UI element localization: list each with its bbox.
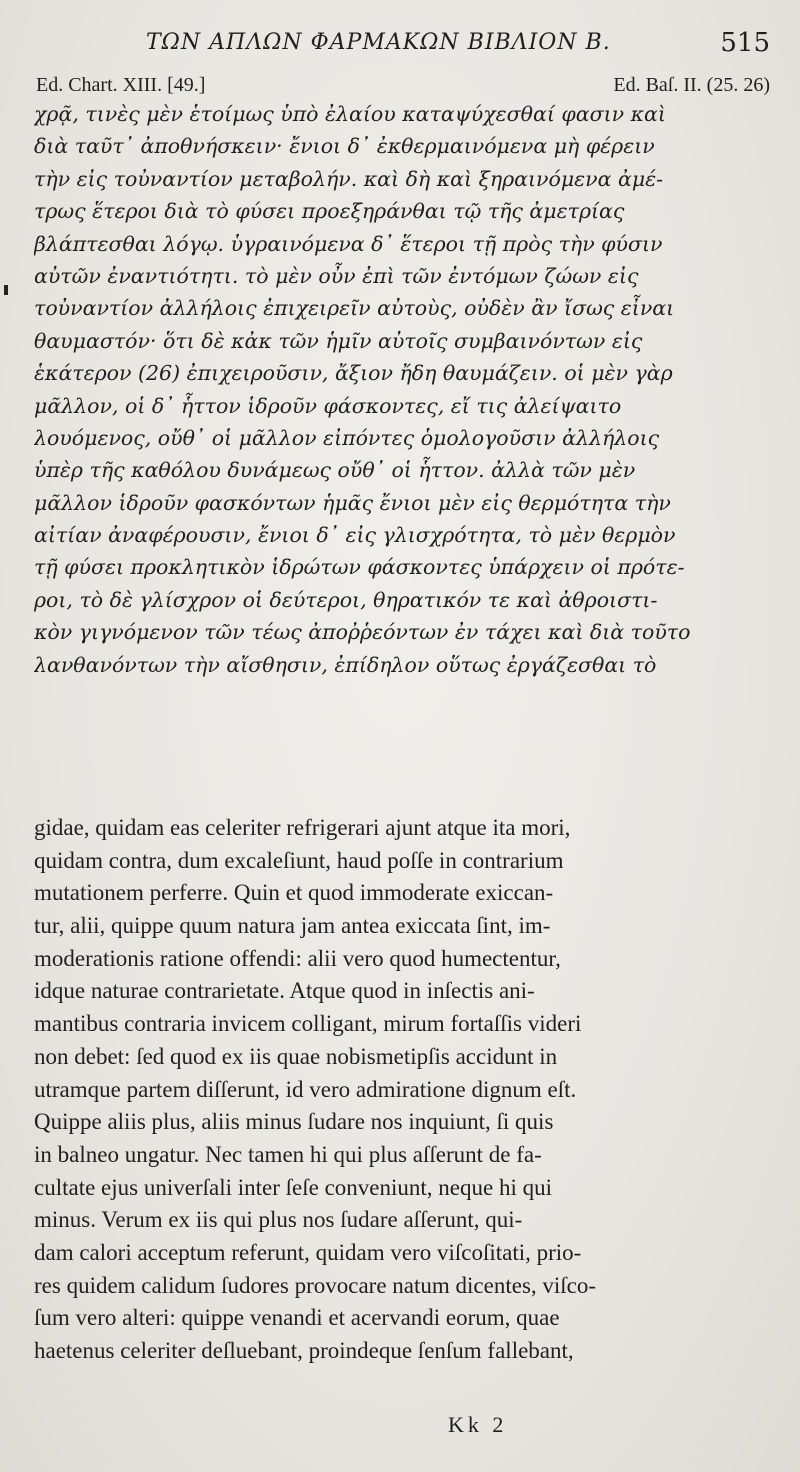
greek-text-block bbox=[34, 98, 769, 681]
latin-text-block bbox=[34, 812, 769, 1368]
greek-line: χρᾷ, τινὲς μὲν ἑτοίμως ὑπὸ ἐλαίου καταψύχεσθαί φασιν καὶ bbox=[34, 102, 666, 126]
greek-line: αὐτῶν ἐναντιότητι. τὸ μὲν οὖν ἐπὶ τῶν ἐντόμων ζώων εἰς bbox=[34, 263, 639, 288]
margin-mark bbox=[4, 285, 8, 295]
greek-line: ροι, τὸ δὲ γλίσχρον οἱ δεύτεροι, θηρατικόν τε καὶ ἀθροιστι- bbox=[34, 587, 658, 612]
latin-line: tur, alii, quippe quum natura jam antea exiccata ſint, im- bbox=[34, 913, 551, 939]
edition-basel: Ed. Baſ. II. (25. 26) bbox=[613, 74, 770, 96]
greek-line: θαυμαστόν· ὅτι δὲ κἀκ τῶν ἡμῖν αὐτοῖς συμβαινόντων εἰς bbox=[34, 328, 643, 353]
latin-line: quidam contra, dum excaleſiunt, haud poſſe in contrarium bbox=[34, 847, 564, 873]
latin-line: haetenus celeriter deſluebant, proindeque ſenſum fallebant, bbox=[34, 1338, 574, 1363]
page-number: 515 bbox=[720, 28, 770, 58]
edition-chartier: Ed. Chart. XIII. [49.] bbox=[36, 74, 206, 96]
latin-line: utramque partem diſſerunt, id vero admiratione dignum eſt. bbox=[34, 1076, 577, 1102]
greek-line: μᾶλλον, οἱ δ᾽ ἧττον ἱδροῦν φάσκοντες, εἴ τις ἀλείψαιτο bbox=[34, 393, 622, 418]
greek-line: κὸν γιγνόμενον τῶν τέως ἀποῤῥεόντων ἐν τάχει καὶ διὰ τοῦτο bbox=[34, 620, 691, 645]
greek-line: λουόμενος, οὔθ᾽ οἱ μᾶλλον εἰπόντες ὁμολογοῦσιν ἀλλήλοις bbox=[34, 425, 660, 450]
latin-line: non debet: ſed quod ex iis quae nobismetipſis accidunt in bbox=[34, 1043, 558, 1069]
latin-line: mantibus contraria invicem colligant, mirum fortaſſis videri bbox=[34, 1011, 582, 1037]
latin-line: moderationis ratione offendi: alii vero quod humectentur, bbox=[34, 945, 561, 971]
greek-line: ὑπὲρ τῆς καθόλου δυνάμεως οὔθ᾽ οἱ ἧττον. ἀλλὰ τῶν μὲν bbox=[34, 458, 636, 483]
signature-mark: Kk 2 bbox=[448, 1412, 508, 1437]
running-head bbox=[36, 28, 770, 64]
greek-line: μᾶλλον ἱδροῦν φασκόντων ἡμᾶς ἔνιοι μὲν εἰς θερμότητα τὴν bbox=[34, 490, 671, 515]
greek-line: τρως ἕτεροι διὰ τὸ φύσει προεξηράνθαι τῷ τῆς ἀμετρίας bbox=[34, 199, 625, 224]
latin-line: minus. Verum ex iis qui plus nos ſudare aſſerunt, qui- bbox=[34, 1207, 523, 1233]
greek-line: ἑκάτερον (26) ἐπιχειροῦσιν, ἄξιον ἤδη θαυμάζειν. οἱ μὲν γὰρ bbox=[34, 361, 673, 386]
latin-line: gidae, quidam eas celeriter refrigerari ajunt atque ita mori, bbox=[34, 815, 571, 840]
greek-line: διὰ ταῦτ᾽ ἀποθνήσκειν· ἔνιοι δ᾽ ἐκθερμαινόμενα μὴ φέρειν bbox=[34, 134, 655, 159]
latin-line: in balneo ungatur. Nec tamen hi qui plus aſſerunt de fa- bbox=[34, 1141, 542, 1167]
greek-line: αἰτίαν ἀναφέρουσιν, ἔνιοι δ᾽ εἰς γλισχρότητα, τὸ μὲν θερμὸν bbox=[34, 523, 676, 548]
greek-line: τῇ φύσει προκλητικὸν ἱδρώτων φάσκοντες ὑπάρχειν οἱ πρότε- bbox=[34, 555, 685, 580]
greek-line: τὴν εἰς τοὐναντίον μεταβολήν. καὶ δὴ καὶ ξηραινόμενα ἀμέ- bbox=[34, 166, 664, 191]
greek-line: βλάπτεσθαι λόγῳ. ὑγραινόμενα δ᾽ ἕτεροι τῇ πρὸς τὴν φύσιν bbox=[34, 231, 663, 256]
latin-line: mutationem perferre. Quin et quod immoderate exiccan- bbox=[34, 880, 554, 906]
latin-line: ſum vero alteri: quippe venandi et acervandi eorum, quae bbox=[34, 1305, 560, 1331]
latin-line: cultate ejus univerſali inter ſeſe conveniunt, neque hi qui bbox=[34, 1174, 552, 1200]
greek-line: λανθανόντων τὴν αἴσθησιν, ἐπίδηλον οὕτως ἐργάζεσθαι τὸ bbox=[34, 652, 657, 677]
greek-line: τοὐναντίον ἀλλήλοις ἐπιχειρεῖν αὐτοὺς, οὐδὲν ἂν ἴσως εἶναι bbox=[34, 296, 675, 321]
latin-line: dam calori acceptum referunt, quidam vero viſcoſitati, prio- bbox=[34, 1239, 582, 1265]
latin-line: res quidem calidum ſudores provocare natum dicentes, viſco- bbox=[34, 1272, 597, 1298]
latin-line: idque naturae contrarietate. Atque quod in inſectis ani- bbox=[34, 978, 535, 1004]
latin-line: Quippe aliis plus, aliis minus ſudare nos inquiunt, ſi quis bbox=[34, 1109, 554, 1135]
running-title: ΤΩΝ ΑΠΛΩΝ ΦΑΡΜΑΚΩΝ ΒΙΒΛΙΟΝ Β. bbox=[146, 30, 611, 55]
